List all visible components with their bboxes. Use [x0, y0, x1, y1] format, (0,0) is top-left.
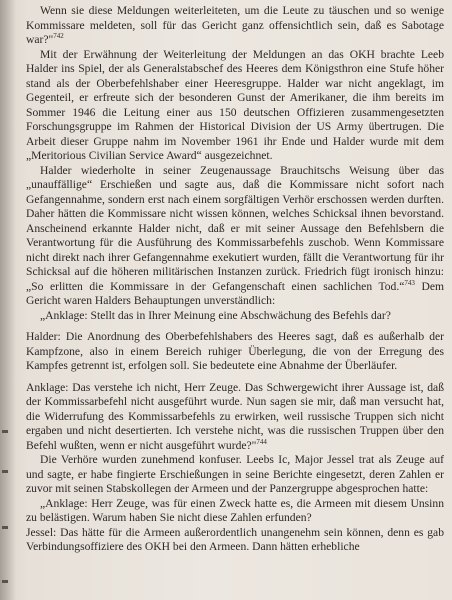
footnote-ref: 744 [256, 437, 267, 446]
page-edge-marks [2, 430, 12, 600]
body-text [26, 4, 444, 555]
quote-jessel: Jessel: Das hätte für die Armeen außerordentlich unangenehm sein können, denn es gab Verbindungsoffiziere des OKH bei den Armeen. Dann hätten erhebliche [26, 525, 444, 553]
quote-prosecution-3: „Anklage: Herr Zeuge, was für einen Zweck hatte es, die Armeen mit diesem Unsinn zu belästigen. Warum haben Sie nicht diese Zahlen erfunden? [26, 496, 444, 524]
footnote-ref: 743 [404, 278, 415, 287]
footnote-ref: 742 [53, 32, 64, 41]
quote-prosecution-1: „Anklage: Stellt das in Ihrer Meinung eine Abschwächung des Befehls dar? [40, 308, 391, 322]
quote-prosecution-2: Anklage: Das verstehe ich nicht, Herr Zeuge. Das Schwergewicht ihrer Aussage ist, daß der Kommissarbefehl nicht ausgeführt wurde. Nun sagen sie mir, daß man versucht hat, die Widerrufung des Kommissarbefehls zu erwirken, weil russische Truppen sich nicht ergaben und nicht desertierten. Ich verstehe nicht, was die russischen Truppen über den Befehl wußten, wenn er nicht ausgeführt wurde?"$^{744}$ [26, 380, 444, 452]
paragraph-1: Wenn sie diese Meldungen weiterleiteten, um die Leute zu täuschen und so wenige Kommissare meldeten, soll für das Gericht ganz offensichtlich sein, daß es Sabotage war?"$^{742}$ [26, 4, 444, 46]
paragraph-2: Mit der Erwähnung der Weiterleitung der Meldungen an das OKH brachte Leeb Halder ins Spiel, der als Generalstabschef des Heeres dem Königsthron eine Stufe höher stand als der Oberbefehlshaber einer Heeresgruppe. Halder war nicht angeklagt, im Gegenteil, er erfreute sich der besonderen Gunst der Amerikaner, die ihm bereits im Sommer 1946 die Leitung einer aus 150 deutschen Offizieren zusammengesetzten Forschungsgruppe im Rahmen der Historical Division der US Army übertrugen. Die Arbeit dieser Gruppe nahm im November 1961 ihr Ende und Halder wurde mit dem „Meritorious Civilian Service Award“ ausgezeichnet. [26, 47, 444, 162]
paragraph-3: Halder wiederholte in seiner Zeugenaussage Brauchitschs Weisung über das „unauffällige“ Erschießen und sagte aus, daß die Kommissare nicht sofort nach Gefangennahme, sondern erst nach einem sorgfältigen Verhör erschossen werden durften. Daher hätten die Kommissare nicht wissen können, welches Schicksal ihnen bevorstand. Anscheinend erkannte Halder nicht, daß er mit seiner Aussage den Befehlsbern die Verantwortung für die Ausführung des Kommissarbefehls zuschob. Wenn Kommissare nicht direkt nach ihrer Gefangennahme exekutiert wurden, fällt die Verantwortung für ihr Schicksal auf die höheren militärischen Instanzen zurück. Friedrich fügt ironisch hinzu: „So erlitten die Kommissare in der Gefangenschaft einen sachlichen Tod.“$^{743}$ Dem Gericht waren Halders Behauptungen unverständlich: [26, 163, 444, 307]
quote-halder: Halder: Die Anordnung des Oberbefehlshabers des Heeres sagt, daß es außerhalb der Kampfzone, also in einem Bereich ruhiger Überlegung, die von der Erregung des Kampfes getrennt ist, erfolgen soll. Sie bedeutete eine Abnahme der Überläufer. [26, 330, 444, 372]
paragraph-4: Die Verhöre wurden zunehmend konfuser. Leebs Ic, Major Jessel trat als Zeuge auf und sagte, er habe fingierte Erschießungen in seine Berichte eingesetzt, deren Zahlen er zuvor mit seinen Stabskollegen der Armeen und der Panzergruppe abgesprochen hatte: [26, 453, 444, 495]
